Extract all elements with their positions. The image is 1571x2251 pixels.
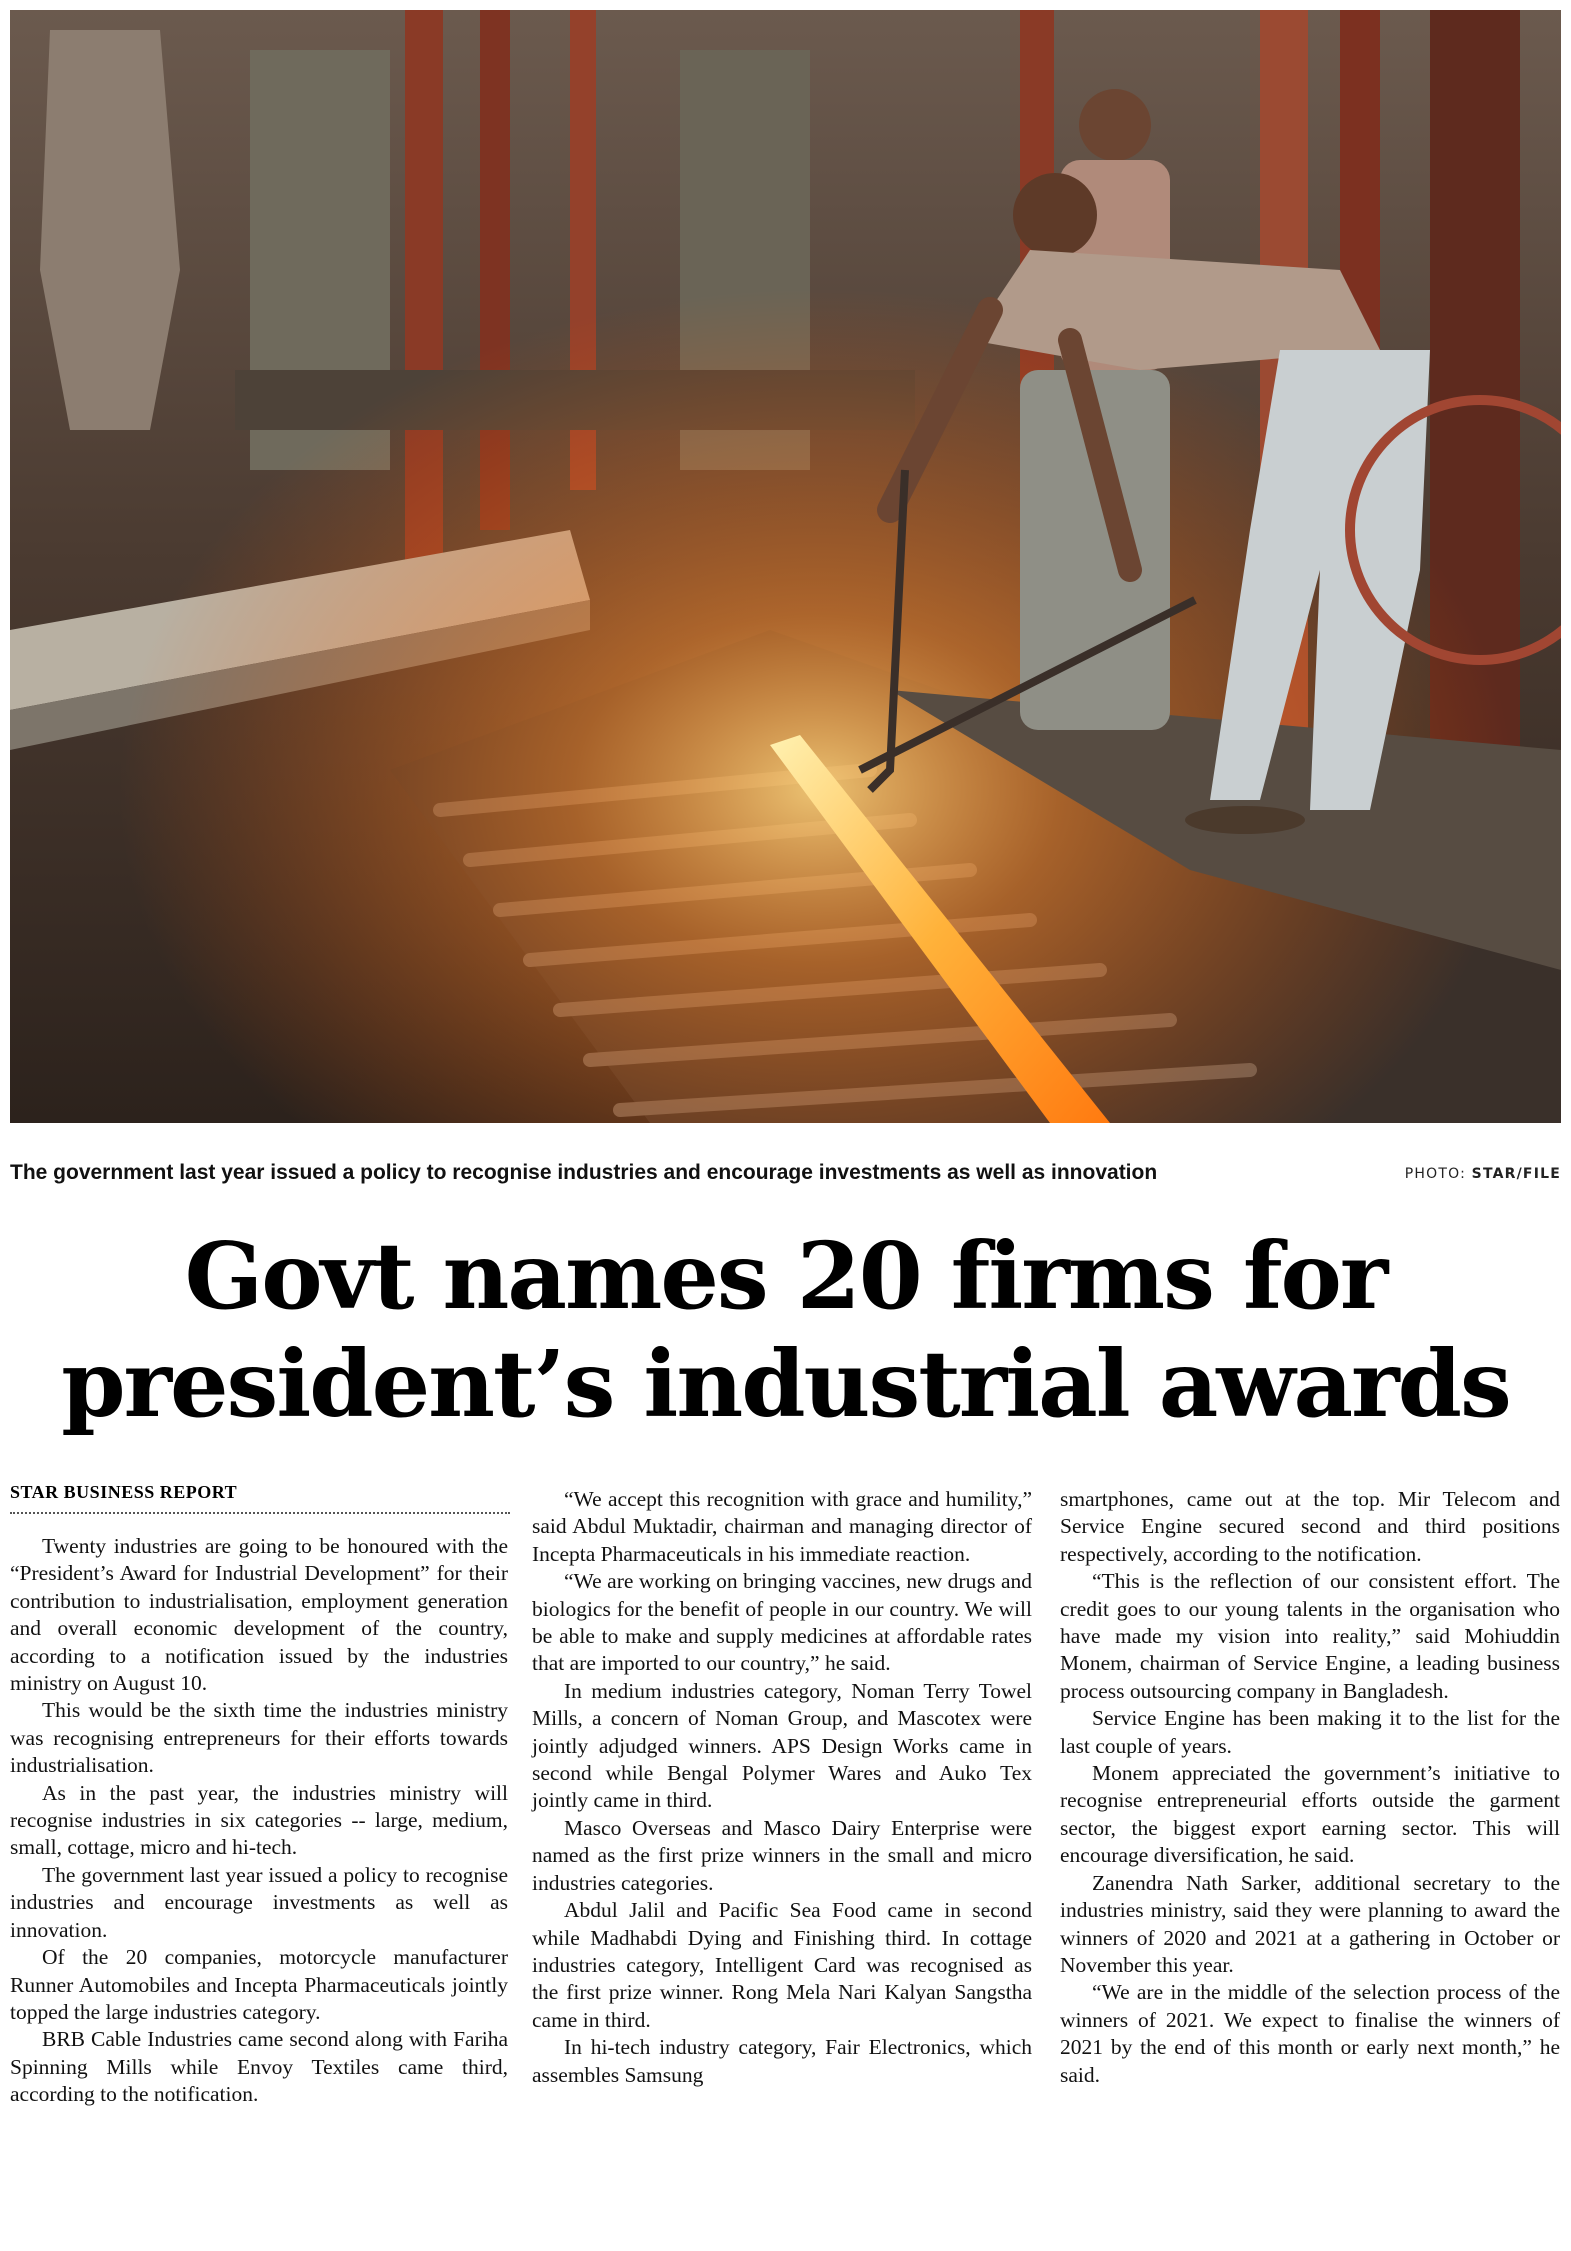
article-paragraph: Of the 20 companies, motorcycle manufacturer Runner Automobiles and Incepta Pharmaceuticals jointly topped the large industries category. [10, 1945, 508, 2024]
photo-caption: The government last year issued a policy to recognise industries and encourage investments as well as innovation [10, 1161, 1158, 1184]
article-paragraph: Monem appreciated the government’s initiative to recognise entrepreneurial efforts outside the garment sector, the biggest export earning sector. This will encourage diversification, he said. [1060, 1761, 1560, 1868]
photo-credit-source: STAR/FILE [1471, 1166, 1561, 1182]
article-paragraph: Zanendra Nath Sarker, additional secretary to the industries ministry, said they were planning to award the winners of 2020 and 2021 at a gathering in October or November this year. [1060, 1870, 1560, 1977]
headline-line-2: president’s industrial awards [61, 1330, 1510, 1438]
article-paragraph: Service Engine has been making it to the list for the last couple of years. [1060, 1706, 1560, 1758]
article-paragraph: Abdul Jalil and Pacific Sea Food came in second while Madhabdi Dying and Finishing third. In cottage industries category, Intelligent Card was recognised as the first prize winner. Rong Mela Nari Kalyan Sangstha came in third. [532, 1898, 1032, 2032]
article-paragraph-continued: smartphones, came out at the top. Mir Telecom and Service Engine secured second and third positions respectively, according to the notification. [1060, 1487, 1560, 1566]
photo-credit-prefix: PHOTO: [1404, 1166, 1466, 1182]
article-column-3 [1060, 1486, 1560, 2089]
article-paragraph: “This is the reflection of our consistent effort. The credit goes to our young talents in the organisation who have made my vision into reality,” said Mohiuddin Monem, chairman of Service Engine, a leading business process outsourcing company in Bangladesh. [1060, 1569, 1560, 1703]
headline-line-1: Govt names 20 firms for [184, 1222, 1387, 1330]
byline-divider [10, 1512, 510, 1514]
article-paragraph: Twenty industries are going to be honoured with the “President’s Award for Industrial Development” for their contribution to industrialisation, employment generation and overall economic development of the country, according to a notification issued by the industries ministry on August 10. [10, 1534, 508, 1696]
lead-photo [10, 10, 1561, 1123]
article-paragraph: “We are working on bringing vaccines, new drugs and biologics for the benefit of people in our country. We will be able to make and supply medicines at affordable rates that are imported to our country,” he said. [532, 1569, 1032, 1676]
article-paragraph: Masco Overseas and Masco Dairy Enterprise were named as the first prize winners in the small and micro industries categories. [532, 1815, 1032, 1895]
article-paragraph: BRB Cable Industries came second along with Fariha Spinning Mills while Envoy Textiles came third, according to the notification. [10, 2027, 508, 2107]
article-paragraph: As in the past year, the industries ministry will recognise industries in six categories -- large, medium, small, cottage, micro and hi-tech. [10, 1780, 508, 1860]
article-paragraph: “We are in the middle of the selection process of the winners of 2021. We expect to finalise the winners of 2021 by the end of this month or early next month,” he said. [1060, 1980, 1560, 2087]
byline: STAR BUSINESS REPORT [10, 1482, 238, 1502]
article-paragraph: In hi-tech industry category, Fair Electronics, which assembles Samsung [532, 2035, 1032, 2087]
article-paragraph: “We accept this recognition with grace and humility,” said Abdul Muktadir, chairman and managing director of Incepta Pharmaceuticals in his immediate reaction. [532, 1487, 1032, 1566]
steel-mill-illustration [10, 10, 1561, 1123]
photo-credit [1405, 1166, 1561, 1182]
article-column-1 [10, 1533, 508, 2109]
headline [10, 1222, 1561, 1438]
article-column-2 [532, 1486, 1032, 2089]
article-paragraph: The government last year issued a policy to recognise industries and encourage investments as well as innovation. [10, 1862, 508, 1942]
article-paragraph: In medium industries category, Noman Terry Towel Mills, a concern of Noman Group, and Mascotex were jointly adjudged winners. APS Design Works came in second while Bengal Polymer Wares and Auko Tex jointly came in third. [532, 1678, 1032, 1813]
article-paragraph: This would be the sixth time the industries ministry was recognising entrepreneurs for their efforts towards industrialisation. [10, 1698, 508, 1778]
